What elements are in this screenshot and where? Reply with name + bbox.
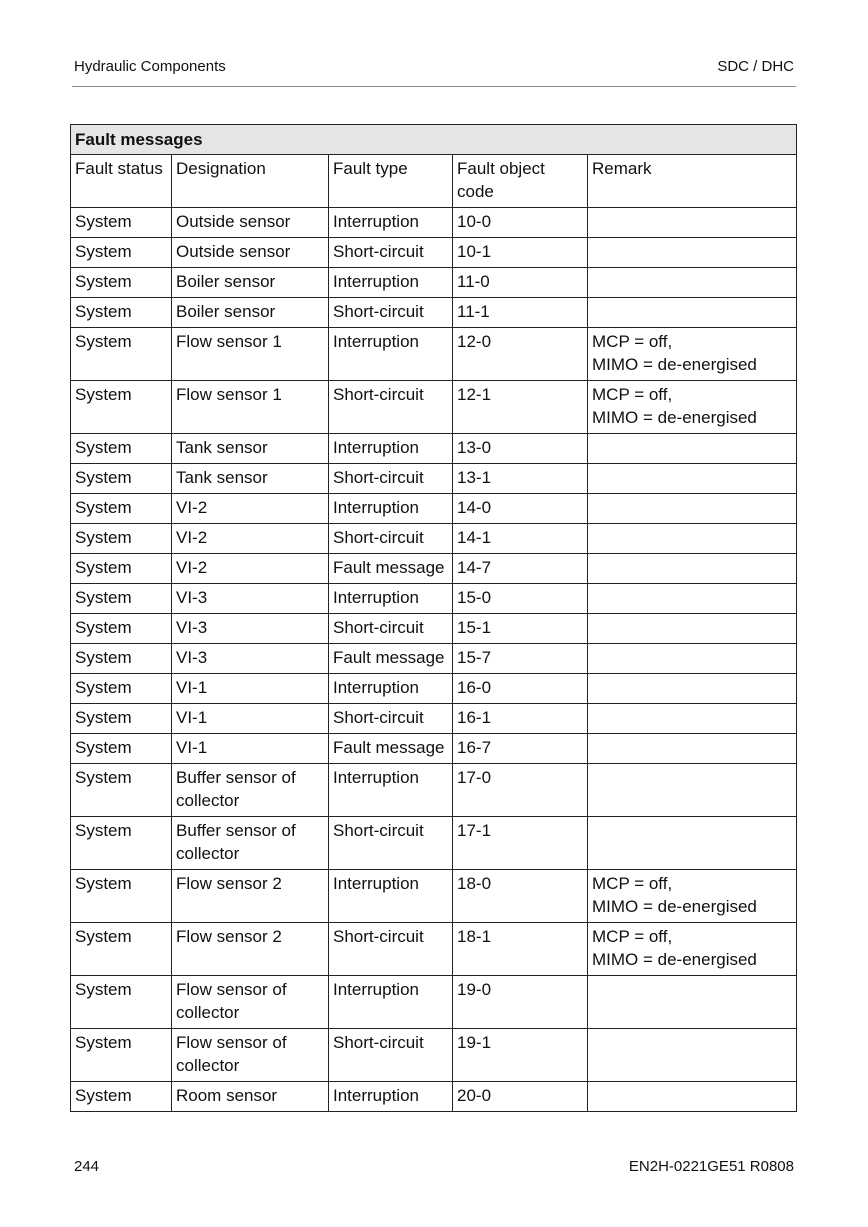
fault-type-cell: Interruption xyxy=(329,494,453,524)
remark-cell xyxy=(588,298,797,328)
column-header: Remark xyxy=(588,155,797,208)
fault-type-cell: Interruption xyxy=(329,764,453,817)
table-row xyxy=(71,614,797,644)
fault-type-cell: Short-circuit xyxy=(329,817,453,870)
table-row xyxy=(71,464,797,494)
fault-code-cell: 17-0 xyxy=(453,764,588,817)
fault-type-cell: Fault message xyxy=(329,644,453,674)
fault-type-cell: Interruption xyxy=(329,268,453,298)
table-row xyxy=(71,976,797,1029)
fault-type-cell: Short-circuit xyxy=(329,238,453,268)
table-row xyxy=(71,268,797,298)
remark-cell xyxy=(588,764,797,817)
designation-cell: VI-3 xyxy=(172,584,329,614)
fault-type-cell: Short-circuit xyxy=(329,298,453,328)
remark-cell xyxy=(588,817,797,870)
fault-code-cell: 13-0 xyxy=(453,434,588,464)
remark-cell xyxy=(588,554,797,584)
fault-code-cell: 18-1 xyxy=(453,923,588,976)
fault-status-cell: System xyxy=(71,554,172,584)
column-header: Fault status xyxy=(71,155,172,208)
fault-status-cell: System xyxy=(71,238,172,268)
remark-cell xyxy=(588,434,797,464)
fault-type-cell: Short-circuit xyxy=(329,923,453,976)
designation-cell: Tank sensor xyxy=(172,434,329,464)
table-row xyxy=(71,704,797,734)
designation-cell: Boiler sensor xyxy=(172,268,329,298)
fault-status-cell: System xyxy=(71,381,172,434)
table-row xyxy=(71,208,797,238)
fault-status-cell: System xyxy=(71,817,172,870)
remark-cell xyxy=(588,614,797,644)
table-row xyxy=(71,381,797,434)
fault-status-cell: System xyxy=(71,328,172,381)
designation-cell: Flow sensor 2 xyxy=(172,923,329,976)
remark-cell: MCP = off, MIMO = de-energised xyxy=(588,923,797,976)
table-header-row xyxy=(71,155,797,208)
fault-status-cell: System xyxy=(71,464,172,494)
fault-code-cell: 18-0 xyxy=(453,870,588,923)
table-row xyxy=(71,554,797,584)
remark-cell xyxy=(588,208,797,238)
remark-cell xyxy=(588,976,797,1029)
column-header: Fault object code xyxy=(453,155,588,208)
fault-type-cell: Interruption xyxy=(329,976,453,1029)
fault-code-cell: 16-7 xyxy=(453,734,588,764)
fault-code-cell: 11-0 xyxy=(453,268,588,298)
fault-status-cell: System xyxy=(71,1029,172,1082)
fault-status-cell: System xyxy=(71,614,172,644)
table-title-row xyxy=(71,125,797,155)
remark-cell xyxy=(588,494,797,524)
remark-cell: MCP = off, MIMO = de-energised xyxy=(588,870,797,923)
table-title: Fault messages xyxy=(71,125,797,155)
fault-status-cell: System xyxy=(71,268,172,298)
fault-code-cell: 19-1 xyxy=(453,1029,588,1082)
fault-status-cell: System xyxy=(71,298,172,328)
column-header: Fault type xyxy=(329,155,453,208)
table-row xyxy=(71,734,797,764)
designation-cell: Outside sensor xyxy=(172,208,329,238)
table-body xyxy=(71,208,797,1112)
table-row xyxy=(71,1029,797,1082)
fault-code-cell: 19-0 xyxy=(453,976,588,1029)
table-row xyxy=(71,298,797,328)
fault-code-cell: 15-0 xyxy=(453,584,588,614)
remark-cell xyxy=(588,524,797,554)
remark-cell xyxy=(588,238,797,268)
fault-code-cell: 15-1 xyxy=(453,614,588,644)
section-title: Hydraulic Components xyxy=(74,58,226,75)
page-footer xyxy=(72,1158,796,1178)
product-name: SDC / DHC xyxy=(717,58,794,75)
remark-cell xyxy=(588,644,797,674)
designation-cell: Buffer sensor of collector xyxy=(172,817,329,870)
fault-status-cell: System xyxy=(71,524,172,554)
designation-cell: VI-2 xyxy=(172,554,329,584)
remark-cell xyxy=(588,1082,797,1112)
fault-type-cell: Interruption xyxy=(329,328,453,381)
remark-cell xyxy=(588,674,797,704)
table-row xyxy=(71,870,797,923)
fault-type-cell: Fault message xyxy=(329,554,453,584)
fault-status-cell: System xyxy=(71,644,172,674)
table-row xyxy=(71,434,797,464)
remark-cell xyxy=(588,464,797,494)
fault-type-cell: Fault message xyxy=(329,734,453,764)
fault-type-cell: Interruption xyxy=(329,584,453,614)
designation-cell: Flow sensor of collector xyxy=(172,976,329,1029)
fault-type-cell: Interruption xyxy=(329,434,453,464)
table-row xyxy=(71,328,797,381)
table-row xyxy=(71,674,797,704)
fault-status-cell: System xyxy=(71,674,172,704)
designation-cell: Flow sensor 1 xyxy=(172,328,329,381)
designation-cell: Boiler sensor xyxy=(172,298,329,328)
table-row xyxy=(71,923,797,976)
fault-code-cell: 16-1 xyxy=(453,704,588,734)
document-code: EN2H-0221GE51 R0808 xyxy=(628,1158,794,1175)
fault-status-cell: System xyxy=(71,923,172,976)
fault-code-cell: 14-7 xyxy=(453,554,588,584)
fault-type-cell: Interruption xyxy=(329,870,453,923)
fault-code-cell: 14-1 xyxy=(453,524,588,554)
fault-type-cell: Interruption xyxy=(329,674,453,704)
column-header: Designation xyxy=(172,155,329,208)
remark-cell xyxy=(588,268,797,298)
designation-cell: Buffer sensor of collector xyxy=(172,764,329,817)
designation-cell: VI-2 xyxy=(172,494,329,524)
fault-type-cell: Short-circuit xyxy=(329,704,453,734)
fault-code-cell: 17-1 xyxy=(453,817,588,870)
table-row xyxy=(71,524,797,554)
designation-cell: VI-1 xyxy=(172,704,329,734)
remark-cell: MCP = off, MIMO = de-energised xyxy=(588,328,797,381)
fault-code-cell: 13-1 xyxy=(453,464,588,494)
fault-status-cell: System xyxy=(71,870,172,923)
fault-code-cell: 16-0 xyxy=(453,674,588,704)
designation-cell: VI-1 xyxy=(172,674,329,704)
fault-type-cell: Interruption xyxy=(329,1082,453,1112)
table-row xyxy=(71,817,797,870)
designation-cell: VI-3 xyxy=(172,644,329,674)
fault-status-cell: System xyxy=(71,764,172,817)
fault-type-cell: Short-circuit xyxy=(329,381,453,434)
fault-code-cell: 15-7 xyxy=(453,644,588,674)
designation-cell: VI-2 xyxy=(172,524,329,554)
remark-cell: MCP = off, MIMO = de-energised xyxy=(588,381,797,434)
table-row xyxy=(71,764,797,817)
table-row xyxy=(71,644,797,674)
fault-status-cell: System xyxy=(71,434,172,464)
designation-cell: Outside sensor xyxy=(172,238,329,268)
fault-status-cell: System xyxy=(71,584,172,614)
designation-cell: VI-1 xyxy=(172,734,329,764)
remark-cell xyxy=(588,584,797,614)
fault-type-cell: Short-circuit xyxy=(329,1029,453,1082)
remark-cell xyxy=(588,1029,797,1082)
page-number: 244 xyxy=(74,1158,100,1175)
fault-code-cell: 12-1 xyxy=(453,381,588,434)
fault-type-cell: Short-circuit xyxy=(329,464,453,494)
designation-cell: Flow sensor of collector xyxy=(172,1029,329,1082)
table-row xyxy=(71,584,797,614)
fault-code-cell: 20-0 xyxy=(453,1082,588,1112)
fault-type-cell: Short-circuit xyxy=(329,614,453,644)
fault-code-cell: 14-0 xyxy=(453,494,588,524)
fault-messages-table xyxy=(70,124,797,1112)
header-divider xyxy=(72,86,796,87)
page-header xyxy=(72,58,796,78)
table-row xyxy=(71,238,797,268)
designation-cell: Flow sensor 1 xyxy=(172,381,329,434)
fault-status-cell: System xyxy=(71,494,172,524)
fault-code-cell: 10-1 xyxy=(453,238,588,268)
designation-cell: Flow sensor 2 xyxy=(172,870,329,923)
fault-code-cell: 10-0 xyxy=(453,208,588,238)
fault-status-cell: System xyxy=(71,208,172,238)
fault-code-cell: 11-1 xyxy=(453,298,588,328)
fault-type-cell: Interruption xyxy=(329,208,453,238)
designation-cell: Room sensor xyxy=(172,1082,329,1112)
fault-type-cell: Short-circuit xyxy=(329,524,453,554)
remark-cell xyxy=(588,734,797,764)
fault-code-cell: 12-0 xyxy=(453,328,588,381)
remark-cell xyxy=(588,704,797,734)
fault-status-cell: System xyxy=(71,1082,172,1112)
fault-status-cell: System xyxy=(71,704,172,734)
table-row xyxy=(71,1082,797,1112)
fault-status-cell: System xyxy=(71,976,172,1029)
designation-cell: VI-3 xyxy=(172,614,329,644)
designation-cell: Tank sensor xyxy=(172,464,329,494)
fault-status-cell: System xyxy=(71,734,172,764)
table-row xyxy=(71,494,797,524)
